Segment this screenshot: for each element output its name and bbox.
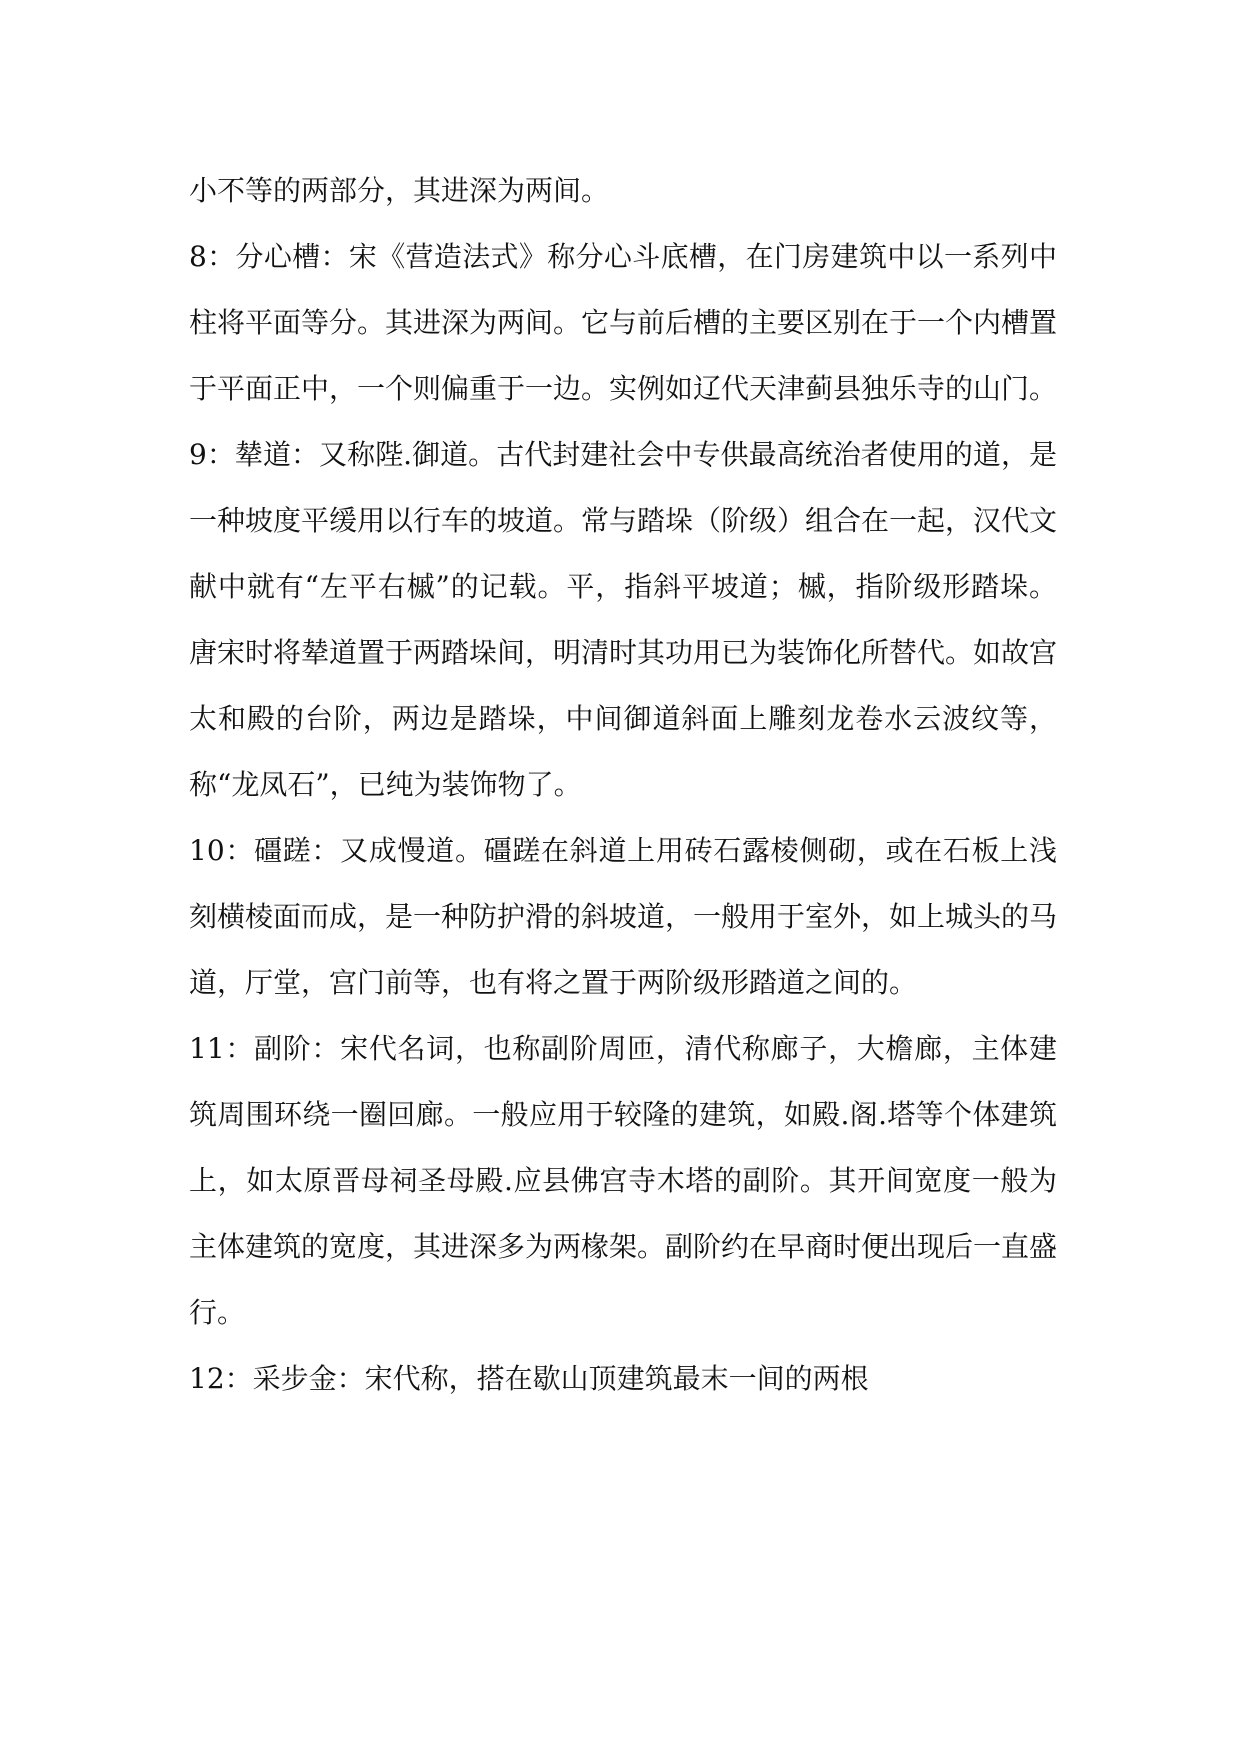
paragraph-item-8: 8：分心槽：宋《营造法式》称分心斗底槽，在门房建筑中以一系列中柱将平面等分。其进深为两间。它与前后槽的主要区别在于一个内槽置于平面正中，一个则偏重于一边。实例如辽代天津蓟县独乐寺的山门。: [189, 240, 1058, 405]
paragraph-item-9: 9：辇道：又称陛.御道。古代封建社会中专供最高统治者使用的道，是一种坡度平缓用以行车的坡道。常与踏垛（阶级）组合在一起，汉代文献中就有“左平右槭”的记载。平，指斜平坡道；槭，指阶级形踏垛。唐宋时将辇道置于两踏垛间，明清时其功用已为装饰化所替代。如故宫太和殿的台阶，两边是踏垛，中间御道斜面上雕刻龙卷水云波纹等，称“龙凤石”，已纯为装饰物了。: [189, 438, 1058, 801]
paragraph-continuation: 小不等的两部分，其进深为两间。: [189, 174, 610, 207]
body-text: [189, 158, 1057, 1412]
paragraph-item-10: 10：礓蹉：又成慢道。礓蹉在斜道上用砖石露棱侧砌，或在石板上浅刻横棱面而成，是一种防护滑的斜坡道，一般用于室外，如上城头的马道，厅堂，宫门前等，也有将之置于两阶级形踏道之间的。: [189, 834, 1058, 999]
paragraph-item-12: 12：采步金：宋代称，搭在歇山顶建筑最末一间的两根: [189, 1362, 869, 1395]
paragraph-item-11: 11：副阶：宋代名词，也称副阶周匝，清代称廊子，大檐廊，主体建筑周围环绕一圈回廊。一般应用于较隆的建筑，如殿.阁.塔等个体建筑上，如太原晋母祠圣母殿.应县佛宫寺木塔的副阶。其开间宽度一般为主体建筑的宽度，其进深多为两椽架。副阶约在早商时便出现后一直盛行。: [189, 1032, 1058, 1329]
